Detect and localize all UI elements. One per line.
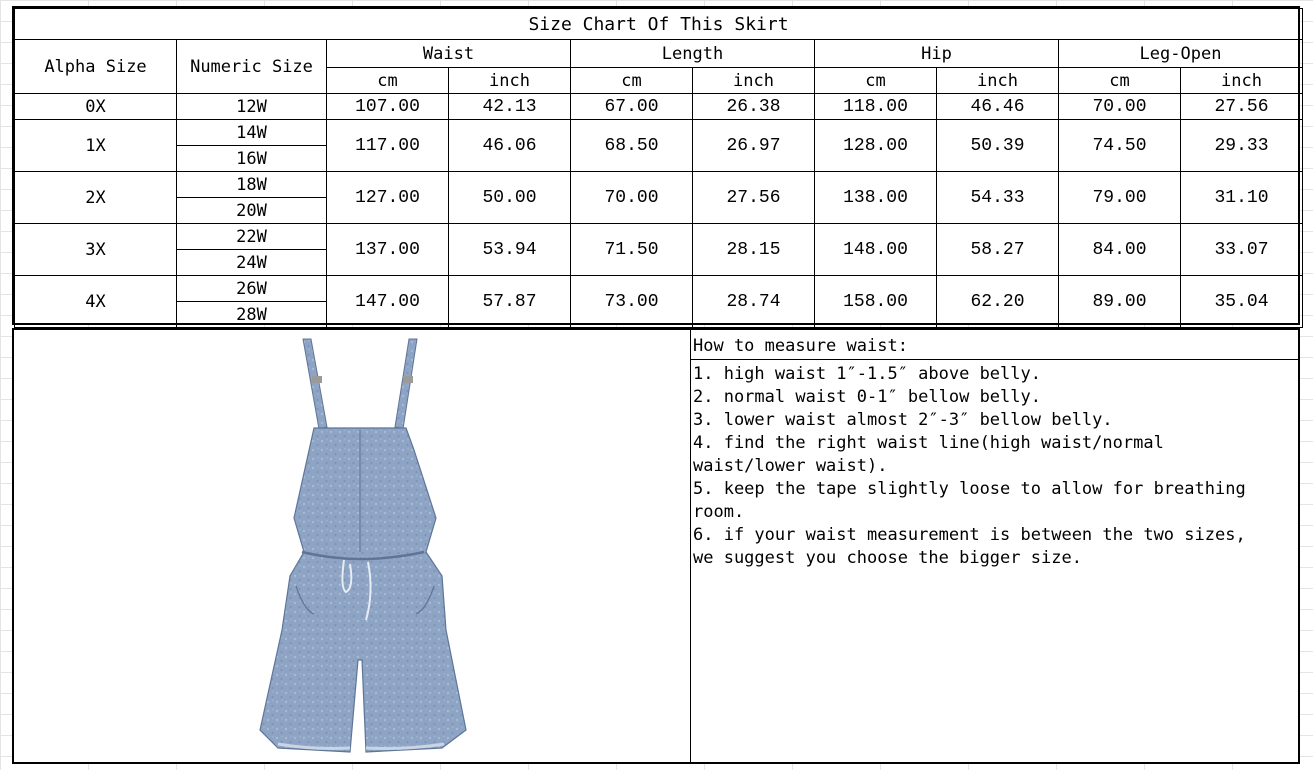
hip-inch-cell: 54.33 [937,172,1059,224]
length-cm-cell: 73.00 [571,276,693,328]
note-line: room. [693,502,745,522]
romper-body [260,428,466,752]
unit-inch: inch [449,68,571,94]
numeric-size-cell: 20W [177,198,327,224]
table-row [15,120,1303,146]
waist-inch-cell: 42.13 [449,94,571,120]
waist-cm-cell: 147.00 [327,276,449,328]
length-inch-cell: 28.15 [693,224,815,276]
hip-cm-cell: 138.00 [815,172,937,224]
leg-open-cm-cell: 74.50 [1059,120,1181,172]
table-row [15,224,1303,250]
note-line: 5. keep the tape slightly loose to allow for breathing [693,479,1246,499]
strap-buckle-right [403,376,413,383]
numeric-size-cell: 24W [177,250,327,276]
numeric-size-cell: 18W [177,172,327,198]
leg-open-inch-cell: 29.33 [1181,120,1303,172]
product-info-section [12,328,1300,764]
waist-cm-cell: 117.00 [327,120,449,172]
hip-cm-cell: 118.00 [815,94,937,120]
measure-notes-panel [691,330,1298,762]
header-numeric-size: Numeric Size [177,40,327,94]
unit-cm: cm [571,68,693,94]
header-hip: Hip [815,40,1059,68]
leg-open-cm-cell: 79.00 [1059,172,1181,224]
hip-cm-cell: 148.00 [815,224,937,276]
table-row [15,172,1303,198]
hip-inch-cell: 50.39 [937,120,1059,172]
waist-cm-cell: 127.00 [327,172,449,224]
unit-cm: cm [1059,68,1181,94]
notes-list [691,360,1298,570]
unit-inch: inch [693,68,815,94]
waist-inch-cell: 57.87 [449,276,571,328]
product-photo-panel [14,330,691,762]
length-inch-cell: 26.38 [693,94,815,120]
length-cm-cell: 71.50 [571,224,693,276]
leg-open-cm-cell: 89.00 [1059,276,1181,328]
strap-buckle-left [312,376,322,383]
note-line: waist/lower waist). [693,456,888,476]
header-waist: Waist [327,40,571,68]
notes-heading: How to measure waist: [691,330,1298,360]
alpha-size-cell: 2X [15,172,177,224]
length-inch-cell: 26.97 [693,120,815,172]
note-line: 4. find the right waist line(high waist/normal [693,433,1164,453]
waist-inch-cell: 46.06 [449,120,571,172]
length-cm-cell: 67.00 [571,94,693,120]
waist-cm-cell: 107.00 [327,94,449,120]
table-row [15,276,1303,302]
length-cm-cell: 70.00 [571,172,693,224]
size-chart-table [14,8,1303,328]
unit-cm: cm [815,68,937,94]
length-inch-cell: 27.56 [693,172,815,224]
length-inch-cell: 28.74 [693,276,815,328]
unit-inch: inch [937,68,1059,94]
leg-open-inch-cell: 35.04 [1181,276,1303,328]
numeric-size-cell: 12W [177,94,327,120]
denim-romper-image [14,330,691,762]
numeric-size-cell: 26W [177,276,327,302]
alpha-size-cell: 3X [15,224,177,276]
header-leg-open: Leg-Open [1059,40,1303,68]
hip-inch-cell: 46.46 [937,94,1059,120]
numeric-size-cell: 14W [177,120,327,146]
size-chart [12,6,1300,325]
alpha-size-cell: 1X [15,120,177,172]
numeric-size-cell: 22W [177,224,327,250]
waist-inch-cell: 53.94 [449,224,571,276]
strap-left [303,339,327,439]
note-line: 1. high waist 1″-1.5″ above belly. [693,364,1041,384]
size-rows [15,94,1303,328]
hip-inch-cell: 62.20 [937,276,1059,328]
hip-cm-cell: 128.00 [815,120,937,172]
chart-title: Size Chart Of This Skirt [15,9,1303,40]
unit-cm: cm [327,68,449,94]
note-line: we suggest you choose the bigger size. [693,548,1082,568]
waist-inch-cell: 50.00 [449,172,571,224]
leg-open-cm-cell: 70.00 [1059,94,1181,120]
hip-cm-cell: 158.00 [815,276,937,328]
note-line: 2. normal waist 0-1″ bellow belly. [693,387,1041,407]
table-row [15,94,1303,120]
note-line: 6. if your waist measurement is between the two sizes, [693,525,1246,545]
leg-open-inch-cell: 31.10 [1181,172,1303,224]
hip-inch-cell: 58.27 [937,224,1059,276]
waist-cm-cell: 137.00 [327,224,449,276]
leg-open-inch-cell: 27.56 [1181,94,1303,120]
leg-open-inch-cell: 33.07 [1181,224,1303,276]
alpha-size-cell: 4X [15,276,177,328]
note-line: 3. lower waist almost 2″-3″ bellow belly. [693,410,1113,430]
header-length: Length [571,40,815,68]
strap-right [394,339,417,439]
alpha-size-cell: 0X [15,94,177,120]
length-cm-cell: 68.50 [571,120,693,172]
leg-open-cm-cell: 84.00 [1059,224,1181,276]
numeric-size-cell: 16W [177,146,327,172]
unit-inch: inch [1181,68,1303,94]
header-alpha-size: Alpha Size [15,40,177,94]
numeric-size-cell: 28W [177,302,327,328]
